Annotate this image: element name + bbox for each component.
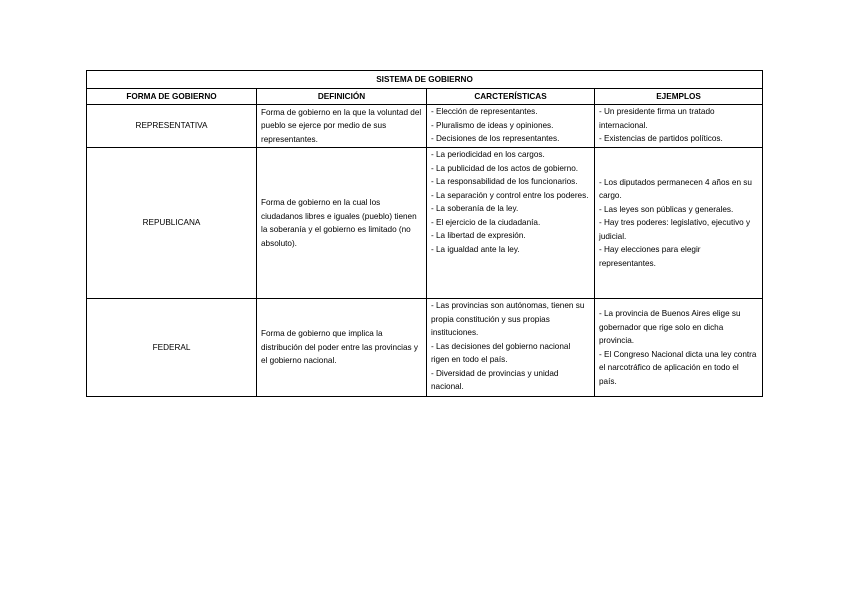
header-ejemplos: EJEMPLOS <box>595 89 763 105</box>
list-item: - Las leyes son públicas y generales. <box>599 204 734 214</box>
ejemplos-cell <box>595 148 763 299</box>
header-forma: FORMA DE GOBIERNO <box>87 89 257 105</box>
header-caracteristicas: CARCTERÍSTICAS <box>427 89 595 105</box>
list-item: - Existencias de partidos políticos. <box>599 134 723 143</box>
table-title-row <box>87 71 763 89</box>
definicion-cell: Forma de gobierno que implica la distribución del poder entre las provincias y el gobierno nacional. <box>257 299 427 397</box>
list-item: - Decisiones de los representantes. <box>431 134 560 143</box>
table-header-row <box>87 89 763 105</box>
forma-cell: FEDERAL <box>87 299 257 397</box>
list-item: - La responsabilidad de los funcionarios. <box>431 177 578 186</box>
ejemplos-cell <box>595 105 763 148</box>
list-item: - La libertad de expresión. <box>431 231 526 240</box>
caracteristicas-cell <box>427 105 595 148</box>
list-item: - Las provincias son autónomas, tienen su propia constitución y sus propias instituciones. <box>431 301 585 337</box>
ejemplos-cell <box>595 299 763 397</box>
list-item: - La provincia de Buenos Aires elige su gobernador que rige solo en dicha provincia. <box>599 309 741 345</box>
list-item: - El Congreso Nacional dicta una ley contra el narcotráfico de aplicación en todo el país. <box>599 349 757 386</box>
list-item: - La soberanía de la ley. <box>431 204 519 213</box>
caracteristicas-cell <box>427 299 595 397</box>
table-row <box>87 299 763 397</box>
list-item: - Hay tres poderes: legislativo, ejecutivo y judicial. <box>599 218 751 241</box>
list-item: - El ejercicio de la ciudadanía. <box>431 217 541 227</box>
list-item: - Las decisiones del gobierno nacional rigen en todo el país. <box>431 341 571 364</box>
header-definicion: DEFINICIÓN <box>257 89 427 105</box>
forma-cell: REPRESENTATIVA <box>87 105 257 148</box>
list-item: - La separación y control entre los poderes. <box>431 190 589 200</box>
list-item: - La publicidad de los actos de gobierno. <box>431 163 579 173</box>
forma-cell: REPUBLICANA <box>87 148 257 299</box>
list-item: - Pluralismo de ideas y opiniones. <box>431 120 554 130</box>
list-item: - Diversidad de provincias y unidad nacional. <box>431 368 559 391</box>
government-systems-table <box>86 70 763 397</box>
table-row <box>87 148 763 299</box>
list-item: - Un presidente firma un tratado internacional. <box>599 107 715 130</box>
list-item: - La igualdad ante la ley. <box>431 244 520 254</box>
list-item: - Hay elecciones para elegir representantes. <box>599 245 701 268</box>
list-item: - La periodicidad en los cargos. <box>431 150 545 159</box>
definicion-cell: Forma de gobierno en la cual los ciudadanos libres e iguales (pueblo) tienen la soberanía y el gobierno es limitado (no absoluto). <box>257 148 427 299</box>
list-item: - Los diputados permanecen 4 años en su cargo. <box>599 177 752 201</box>
caracteristicas-cell <box>427 148 595 299</box>
table-title: SISTEMA DE GOBIERNO <box>87 71 763 89</box>
definicion-cell: Forma de gobierno en la que la voluntad del pueblo se ejerce por medio de sus representantes. <box>257 105 427 148</box>
table-row <box>87 105 763 148</box>
list-item: - Elección de representantes. <box>431 107 538 116</box>
